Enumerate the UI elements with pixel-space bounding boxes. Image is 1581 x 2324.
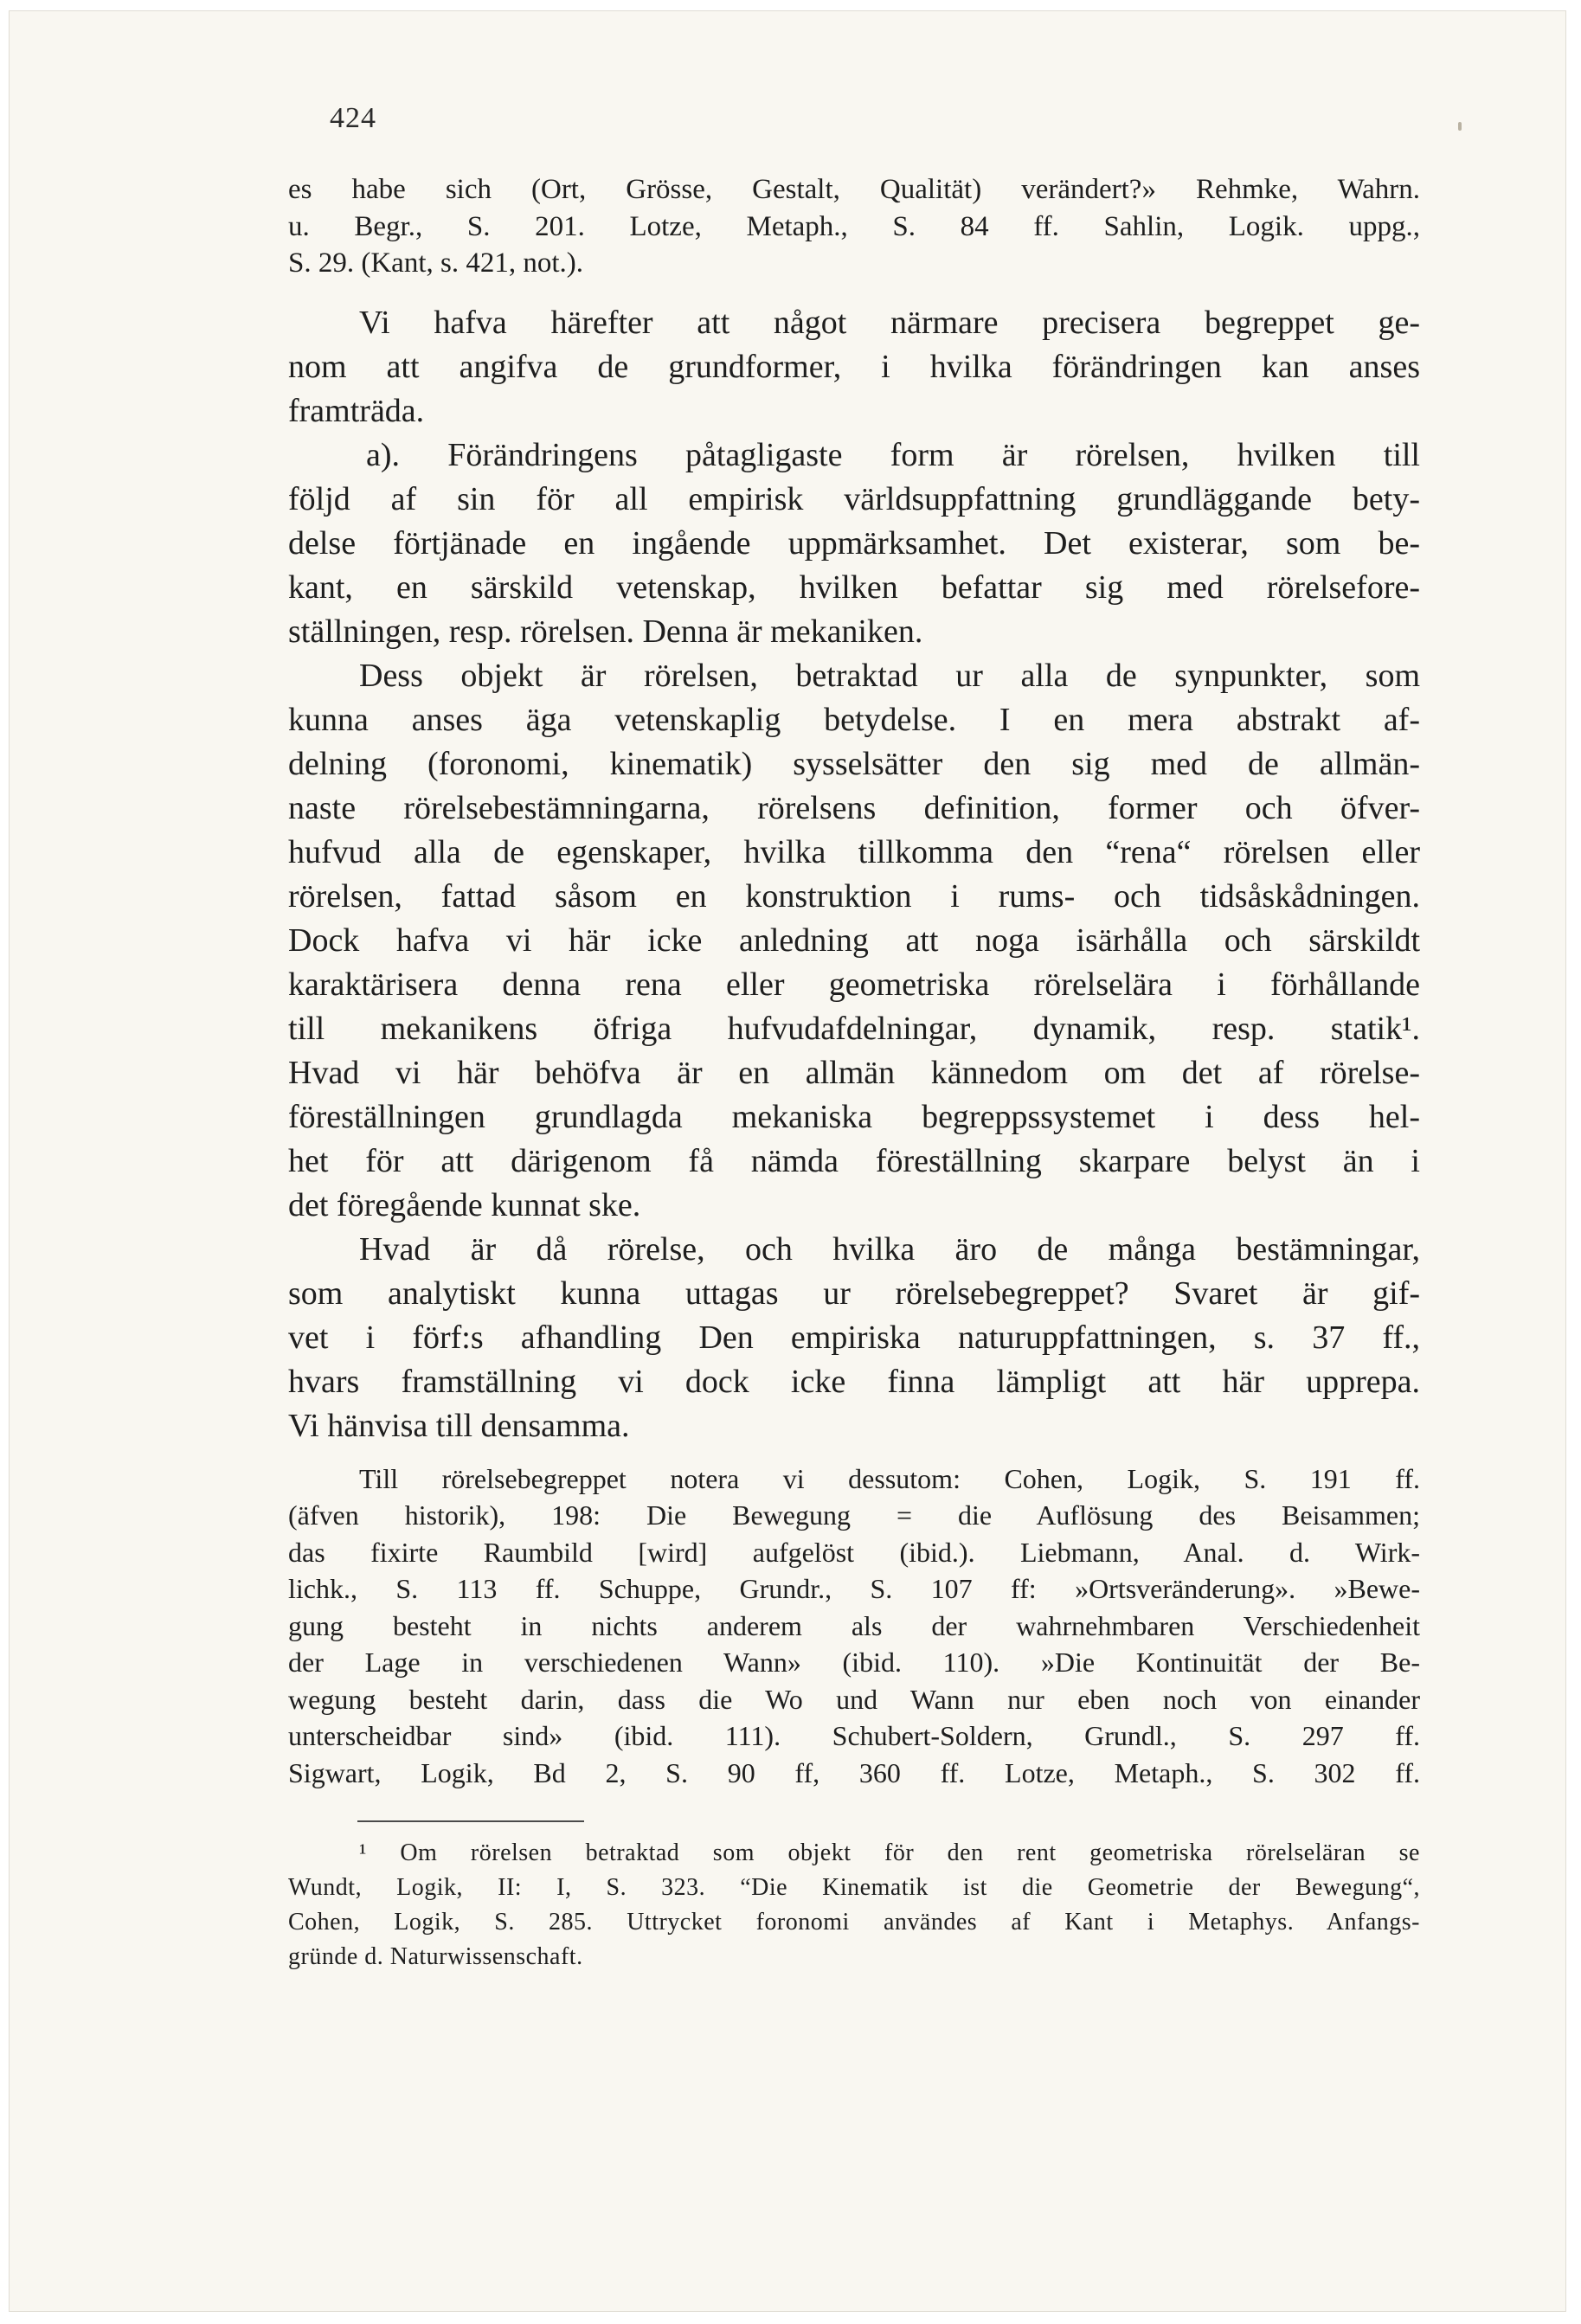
text-line: delse förtjänade en ingående uppmärksamhet. Det existerar, som be- (288, 524, 1420, 562)
text-line: ställningen, resp. rörelsen. Denna är mekaniken. (288, 613, 923, 650)
text-line: a). Förändringens påtagligaste form är rörelsen, hvilken till (366, 436, 1420, 473)
text-line: naste rörelsebestämningarna, rörelsens definition, former och öfver- (288, 789, 1420, 826)
text-line: till mekanikens öfriga hufvudafdelningar, dynamik, resp. statik¹. (288, 1010, 1420, 1047)
text-line: Till rörelsebegreppet notera vi dessutom: Cohen, Logik, S. 191 ff. (359, 1462, 1420, 1494)
ink-speck (1458, 122, 1462, 131)
text-line: der Lage in verschiedenen Wann» (ibid. 110). »Die Kontinuität der Be- (288, 1647, 1420, 1678)
text-line: föreställningen grundlagda mekaniska begreppssystemet i dess hel- (288, 1098, 1420, 1135)
text-line: Hvad är då rörelse, och hvilka äro de många bestämningar, (359, 1230, 1420, 1268)
text-line: unterscheidbar sind» (ibid. 111). Schubert-Soldern, Grundl., S. 297 ff. (288, 1720, 1420, 1751)
page-body (288, 171, 1420, 1974)
text-line: Dess objekt är rörelsen, betraktad ur alla de synpunkter, som (359, 657, 1420, 694)
text-line: delning (foronomi, kinematik) sysselsätter den sig med de allmän- (288, 745, 1420, 782)
text-line: u. Begr., S. 201. Lotze, Metaph., S. 84 ff. Sahlin, Logik. uppg., (288, 210, 1420, 242)
text-line: Wundt, Logik, II: I, S. 323. “Die Kinematik ist die Geometrie der Bewegung“, (288, 1874, 1420, 1901)
text-line: som analytiskt kunna uttagas ur rörelsebegreppet? Svaret är gif- (288, 1274, 1420, 1312)
footnote-block (288, 1836, 1420, 1974)
text-line: karaktärisera denna rena eller geometriska rörelselära i förhållande (288, 966, 1420, 1003)
text-line: framträda. (288, 392, 425, 429)
text-line: (äfven historik), 198: Die Bewegung = die Auflösung des Beisammen; (288, 1499, 1420, 1531)
text-line: rörelsen, fattad såsom en konstruktion i rums- och tidsåskådningen. (288, 877, 1420, 915)
text-line: nom att angifva de grundformer, i hvilka förändringen kan anses (288, 348, 1420, 385)
page-number: 424 (330, 102, 376, 134)
text-line: Hvad vi här behöfva är en allmän kännedom om det af rörelse- (288, 1054, 1420, 1091)
text-line: S. 29. (Kant, s. 421, not.). (288, 247, 583, 279)
text-line: hvars framställning vi dock icke finna lämpligt att här upprepa. (288, 1363, 1420, 1400)
main-text-block (288, 301, 1420, 1448)
continued-note-block (288, 171, 1420, 282)
text-line: Cohen, Logik, S. 285. Uttrycket foronomi användes af Kant i Metaphys. Anfangs- (288, 1909, 1420, 1936)
text-line: Dock hafva vi här icke anledning att noga isärhålla och särskildt (288, 921, 1420, 959)
text-line: wegung besteht darin, dass die Wo und Wann nur eben noch von einander (288, 1683, 1420, 1715)
text-line: kunna anses äga vetenskaplig betydelse. I en mera abstrakt af- (288, 701, 1420, 738)
text-line: det föregående kunnat ske. (288, 1186, 641, 1223)
text-line: gründe d. Naturwissenschaft. (288, 1943, 583, 1970)
text-line: lichk., S. 113 ff. Schuppe, Grundr., S. 107 ff: »Ortsveränderung». »Bewe- (288, 1573, 1420, 1604)
text-line: vet i förf:s afhandling Den empiriska naturuppfattningen, s. 37 ff., (288, 1319, 1420, 1356)
text-line: ¹ Om rörelsen betraktad som objekt för den rent geometriska rörelseläran se (359, 1839, 1420, 1866)
text-line: het för att därigenom få nämda föreställning skarpare belyst än i (288, 1142, 1420, 1179)
text-line: gung besteht in nichts anderem als der wahrnehmbaren Verschiedenheit (288, 1609, 1420, 1641)
footnote-rule (357, 1820, 584, 1822)
text-line: följd af sin för all empirisk världsuppfattning grundläggande bety- (288, 480, 1420, 517)
text-line: hufvud alla de egenskaper, hvilka tillkomma den “rena“ rörelsen eller (288, 833, 1420, 870)
text-line: kant, en särskild vetenskap, hvilken befattar sig med rörelsefore- (288, 568, 1420, 606)
text-line: es habe sich (Ort, Grösse, Gestalt, Qualität) verändert?» Rehmke, Wahrn. (288, 174, 1420, 205)
book-page (9, 10, 1566, 2312)
text-line: das fixirte Raumbild [wird] aufgelöst (ibid.). Liebmann, Anal. d. Wirk- (288, 1536, 1420, 1568)
text-line: Sigwart, Logik, Bd 2, S. 90 ff, 360 ff. Lotze, Metaph., S. 302 ff. (288, 1756, 1420, 1788)
text-line: Vi hafva härefter att något närmare precisera begreppet ge- (359, 304, 1420, 341)
reference-notes-block (288, 1461, 1420, 1792)
text-line: Vi hänvisa till densamma. (288, 1407, 630, 1444)
